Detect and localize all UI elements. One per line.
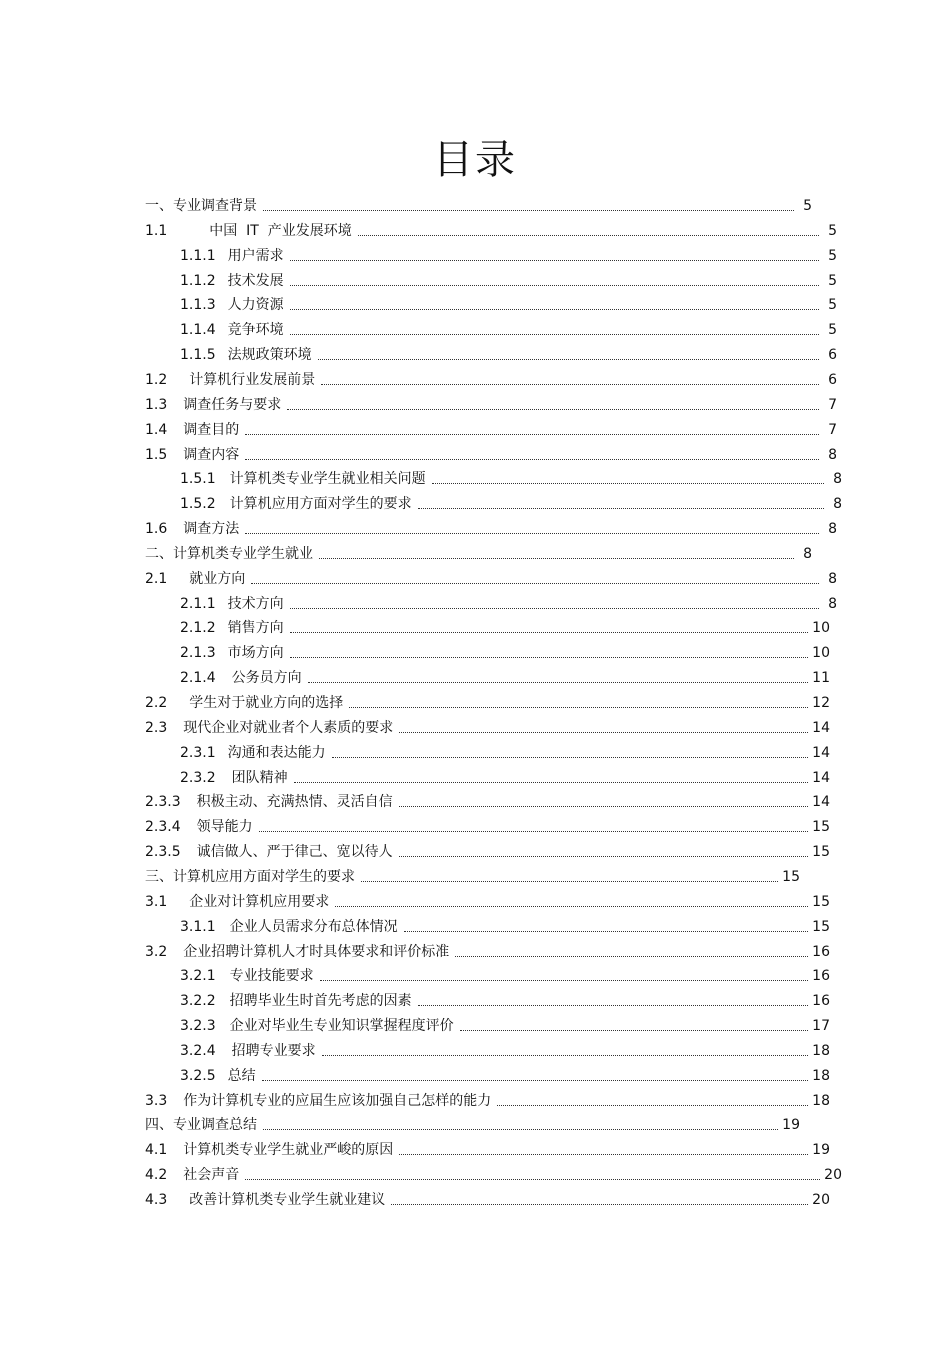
toc-entry-label: 计算机应用方面对学生的要求 — [229, 496, 412, 513]
toc-dot-leader — [263, 210, 794, 211]
toc-entry[interactable] — [145, 364, 837, 388]
toc-dot-leader — [335, 906, 808, 907]
toc-dot-leader — [290, 334, 819, 335]
toc-entry-page: 5 — [803, 198, 812, 214]
toc-dot-leader — [290, 608, 819, 609]
toc-entry-label: 企业对计算机应用要求 — [189, 893, 330, 910]
toc-entry-page: 14 — [812, 744, 830, 761]
toc-entry-label: 诚信做人、严于律己、宽以待人 — [196, 844, 393, 861]
toc-dot-leader — [287, 409, 819, 410]
toc-entry-label: 市场方向 — [227, 645, 284, 662]
toc-entry[interactable] — [145, 1085, 830, 1109]
toc-entry-label: 公务员方向 — [231, 670, 302, 687]
toc-entry-label: 现代企业对就业者个人素质的要求 — [183, 719, 394, 736]
toc-entry-number: 3.2.2 — [180, 993, 216, 1010]
toc-dot-leader — [290, 657, 809, 658]
toc-entry[interactable] — [180, 314, 837, 338]
toc-entry-page: 14 — [812, 769, 830, 786]
toc-entry-number: 4.1 — [145, 1142, 168, 1159]
toc-entry[interactable] — [180, 911, 830, 935]
toc-entry-label: 计算机类专业学生就业严峻的原因 — [183, 1142, 394, 1159]
toc-entry-label: 调查内容 — [183, 446, 240, 463]
toc-entry-page: 7 — [828, 421, 837, 438]
toc-dot-leader — [245, 434, 819, 435]
toc-entry[interactable] — [180, 737, 830, 761]
toc-entry-label: 调查目的 — [183, 421, 240, 438]
toc-dot-leader — [321, 384, 819, 385]
toc-entry-page: 8 — [828, 446, 837, 463]
toc-entry-label: 招聘毕业生时首先考虑的因素 — [229, 993, 412, 1010]
toc-entry-number: 1.4 — [145, 421, 168, 438]
toc-entry-page: 19 — [782, 1117, 800, 1134]
toc-entry-label: 四、专业调查总结 — [145, 1117, 257, 1134]
toc-dot-leader — [290, 632, 809, 633]
toc-entry-label: 招聘专业要求 — [231, 1042, 316, 1059]
toc-entry[interactable] — [180, 985, 830, 1009]
toc-entry-page: 18 — [812, 1042, 830, 1059]
toc-entry-page: 8 — [803, 545, 812, 562]
toc-entry-page: 20 — [812, 1192, 830, 1208]
toc-entry-page: 5 — [828, 322, 837, 339]
toc-entry-label: 人力资源 — [227, 297, 284, 314]
toc-entry-page: 15 — [812, 918, 830, 935]
toc-entry[interactable] — [180, 637, 830, 661]
toc-entry[interactable] — [145, 190, 812, 214]
toc-entry-page: 14 — [812, 719, 830, 736]
toc-entry-page: 5 — [828, 222, 837, 239]
toc-entry[interactable] — [145, 215, 837, 239]
toc-entry-number: 3.2.1 — [180, 968, 216, 985]
toc-entry[interactable] — [180, 289, 837, 313]
toc-entry-page: 12 — [812, 695, 830, 711]
toc-dot-leader — [460, 1030, 809, 1031]
toc-entry[interactable] — [145, 1184, 830, 1208]
toc-entry-label: 企业对毕业生专业知识掌握程度评价 — [229, 1018, 454, 1035]
toc-entry-number: 2.1 — [145, 570, 168, 587]
toc-entry[interactable] — [145, 513, 837, 537]
toc-entry-page: 15 — [782, 868, 800, 885]
toc-entry-number: 1.5 — [145, 446, 168, 463]
toc-dot-leader — [294, 782, 809, 783]
toc-entry-page: 5 — [828, 247, 837, 264]
toc-dot-leader — [290, 309, 819, 310]
toc-dot-leader — [391, 1204, 808, 1205]
toc-entry[interactable] — [145, 712, 830, 736]
toc-entry-label: 社会声音 — [183, 1167, 240, 1184]
toc-entry-label: 法规政策环境 — [227, 347, 312, 364]
toc-entry-page: 18 — [812, 1067, 830, 1084]
toc-dot-leader — [332, 757, 809, 758]
toc-entry-label: 用户需求 — [227, 247, 284, 264]
toc-entry-number: 2.3.5 — [145, 844, 181, 861]
toc-entry[interactable] — [145, 1109, 800, 1133]
toc-entry-page: 17 — [812, 1018, 830, 1035]
toc-entry-label: 计算机行业发展前景 — [189, 371, 316, 388]
toc-entry-number: 2.3.3 — [145, 794, 181, 811]
toc-entry-page: 16 — [812, 993, 830, 1010]
page-title: 目录 — [433, 137, 517, 183]
toc-entry[interactable] — [180, 612, 830, 636]
toc-entry[interactable] — [180, 1060, 830, 1084]
toc-entry-number: 1.1.1 — [180, 247, 216, 264]
toc-entry-number: 2.1.3 — [180, 645, 216, 662]
toc-entry-page: 20 — [824, 1167, 842, 1184]
toc-entry-number: 2.3.1 — [180, 744, 216, 761]
toc-entry-label: 领导能力 — [196, 819, 253, 836]
toc-dot-leader — [418, 1005, 809, 1006]
toc-entry-page: 10 — [812, 645, 830, 662]
toc-entry-label: 改善计算机类专业学生就业建议 — [189, 1192, 386, 1208]
toc-dot-leader — [251, 583, 819, 584]
toc-entry[interactable] — [145, 1134, 830, 1158]
toc-entry-number: 3.2 — [145, 943, 168, 960]
toc-entry[interactable] — [145, 836, 830, 860]
toc-entry-label: 竞争环境 — [227, 322, 284, 339]
toc-dot-leader — [399, 856, 809, 857]
toc-entry-number: 2.2 — [145, 695, 168, 711]
toc-entry[interactable] — [180, 1010, 830, 1034]
toc-dot-leader — [399, 732, 808, 733]
toc-entry[interactable] — [180, 960, 830, 984]
toc-entry-page: 6 — [828, 371, 837, 388]
toc-entry-label: 二、计算机类专业学生就业 — [145, 545, 313, 562]
toc-entry-number: 1.1.5 — [180, 347, 216, 364]
toc-entry-page: 8 — [833, 496, 842, 513]
toc-dot-leader — [290, 260, 819, 261]
toc-dot-leader — [290, 285, 819, 286]
toc-dot-leader — [349, 707, 808, 708]
toc-dot-leader — [399, 806, 809, 807]
toc-dot-leader — [404, 931, 809, 932]
toc-entry[interactable] — [180, 662, 830, 686]
toc-entry[interactable] — [145, 936, 830, 960]
toc-dot-leader — [308, 682, 809, 683]
toc-entry-label: 计算机类专业学生就业相关问题 — [229, 471, 426, 488]
toc-entry-number: 1.1.4 — [180, 322, 216, 339]
toc-entry-number: 4.3 — [145, 1192, 168, 1208]
toc-dot-leader — [361, 881, 778, 882]
toc-entry-label: 调查任务与要求 — [183, 396, 282, 413]
toc-entry-label: 专业技能要求 — [229, 968, 314, 985]
toc-entry-label: 销售方向 — [227, 620, 284, 637]
toc-entry-number: 1.1 — [145, 222, 168, 239]
toc-dot-leader — [259, 831, 809, 832]
toc-dot-leader — [399, 1154, 808, 1155]
toc-entry-label: 作为计算机专业的应届生应该加强自己怎样的能力 — [183, 1092, 492, 1109]
toc-entry[interactable] — [180, 339, 837, 363]
toc-entry[interactable] — [145, 861, 800, 885]
toc-entry-label: 三、计算机应用方面对学生的要求 — [145, 868, 355, 885]
toc-entry-label: 企业人员需求分布总体情况 — [229, 918, 398, 935]
toc-entry-number: 3.2.4 — [180, 1042, 216, 1059]
toc-entry[interactable] — [180, 265, 837, 289]
toc-dot-leader — [245, 533, 819, 534]
toc-entry[interactable] — [145, 563, 837, 587]
toc-entry-label: 企业招聘计算机人才时具体要求和评价标准 — [183, 943, 450, 960]
toc-entry-number: 3.2.5 — [180, 1067, 216, 1084]
toc-dot-leader — [432, 483, 824, 484]
toc-entry[interactable] — [180, 240, 837, 264]
toc-entry-number: 2.3 — [145, 719, 168, 736]
toc-entry-number: 2.1.2 — [180, 620, 216, 637]
toc-entry-number: 2.3.2 — [180, 769, 216, 786]
toc-entry-number: 1.1.3 — [180, 297, 216, 314]
toc-entry[interactable] — [180, 463, 842, 487]
toc-entry-number: 3.3 — [145, 1092, 168, 1109]
toc-entry-number: 3.2.3 — [180, 1018, 216, 1035]
toc-entry-page: 16 — [812, 943, 830, 960]
toc-entry[interactable] — [145, 1159, 842, 1183]
toc-entry-page: 15 — [812, 819, 830, 836]
toc-entry-page: 7 — [828, 396, 837, 413]
toc-entry-label: 团队精神 — [231, 769, 288, 786]
toc-entry-number: 1.6 — [145, 521, 168, 538]
toc-entry-number: 3.1.1 — [180, 918, 216, 935]
toc-entry-number: 2.3.4 — [145, 819, 181, 836]
toc-dot-leader — [263, 1129, 778, 1130]
toc-entry[interactable] — [145, 687, 830, 711]
toc-entry-label: 技术方向 — [227, 595, 284, 612]
toc-entry-page: 5 — [828, 297, 837, 314]
toc-entry-number: 1.3 — [145, 396, 168, 413]
toc-entry-page: 14 — [812, 794, 830, 811]
toc-entry-page: 11 — [812, 670, 830, 687]
toc-entry-label: 学生对于就业方向的选择 — [189, 695, 344, 711]
toc-entry-number: 1.1.2 — [180, 272, 216, 289]
toc-entry-label: 中国 IT 产业发展环境 — [209, 222, 352, 239]
toc-entry[interactable] — [145, 538, 812, 562]
toc-dot-leader — [497, 1105, 808, 1106]
toc-dot-leader — [245, 459, 819, 460]
toc-dot-leader — [358, 235, 819, 236]
toc-entry-page: 8 — [828, 595, 837, 612]
toc-entry-number: 1.2 — [145, 371, 168, 388]
toc-entry[interactable] — [145, 811, 830, 835]
toc-entry-page: 8 — [828, 570, 837, 587]
toc-entry-page: 16 — [812, 968, 830, 985]
toc-dot-leader — [455, 956, 808, 957]
toc-entry[interactable] — [145, 886, 830, 910]
toc-entry-label: 沟通和表达能力 — [227, 744, 326, 761]
toc-entry-label: 总结 — [227, 1067, 256, 1084]
toc-entry-label: 技术发展 — [227, 272, 284, 289]
toc-entry-label: 调查方法 — [183, 521, 240, 538]
toc-entry-page: 10 — [812, 620, 830, 637]
toc-entry[interactable] — [145, 389, 837, 413]
toc-entry[interactable] — [180, 588, 837, 612]
toc-dot-leader — [322, 1055, 809, 1056]
toc-entry-page: 15 — [812, 893, 830, 910]
toc-entry-label: 积极主动、充满热情、灵活自信 — [196, 794, 393, 811]
toc-entry[interactable] — [145, 786, 830, 810]
toc-dot-leader — [245, 1179, 820, 1180]
toc-entry-page: 15 — [812, 844, 830, 861]
toc-entry-page: 19 — [812, 1142, 830, 1159]
toc-dot-leader — [418, 508, 824, 509]
toc-entry-page: 5 — [828, 272, 837, 289]
toc-dot-leader — [318, 359, 819, 360]
toc-dot-leader — [262, 1080, 809, 1081]
toc-entry[interactable] — [180, 1035, 830, 1059]
toc-entry-page: 8 — [828, 521, 837, 538]
toc-entry-page: 18 — [812, 1092, 830, 1109]
toc-entry[interactable] — [180, 762, 830, 786]
toc-entry[interactable] — [180, 488, 842, 512]
toc-dot-leader — [319, 558, 794, 559]
toc-entry-number: 3.1 — [145, 893, 168, 910]
toc-entry-number: 2.1.4 — [180, 670, 216, 687]
toc-dot-leader — [320, 980, 809, 981]
toc-entry[interactable] — [145, 439, 837, 463]
toc-entry-number: 2.1.1 — [180, 595, 216, 612]
toc-entry-number: 4.2 — [145, 1167, 168, 1184]
toc-entry-page: 8 — [833, 471, 842, 488]
toc-entry-label: 一、专业调查背景 — [145, 198, 257, 214]
toc-entry-number: 1.5.2 — [180, 496, 216, 513]
toc-entry-number: 1.5.1 — [180, 471, 216, 488]
toc-entry[interactable] — [145, 414, 837, 438]
toc-entry-label: 就业方向 — [189, 570, 246, 587]
toc-entry-page: 6 — [828, 347, 837, 364]
